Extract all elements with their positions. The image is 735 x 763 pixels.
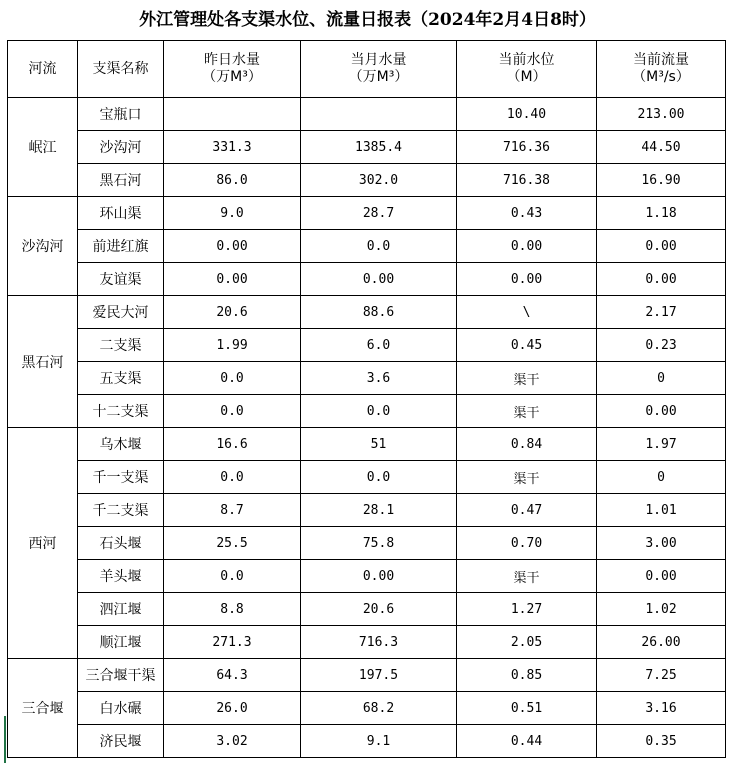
yesterday-cell: 0.0 — [164, 560, 301, 593]
level-cell: 0.43 — [457, 197, 597, 230]
level-cell: 0.70 — [457, 527, 597, 560]
header-level-line2: （M） — [506, 69, 547, 85]
level-cell: \ — [457, 296, 597, 329]
report-title: 外江管理处各支渠水位、流量日报表（2024年2月4日8时） — [139, 10, 596, 30]
report-table — [7, 40, 726, 758]
level-cell: 0.00 — [457, 263, 597, 296]
header-yesterday-volume — [164, 41, 301, 98]
month-cell — [301, 98, 457, 131]
flow-cell: 2.17 — [597, 296, 726, 329]
canal-name-cell: 爱民大河 — [78, 296, 164, 329]
canal-name-cell: 二支渠 — [78, 329, 164, 362]
month-cell: 9.1 — [301, 725, 457, 758]
level-cell: 0.45 — [457, 329, 597, 362]
flow-cell: 0 — [597, 362, 726, 395]
canal-name-cell: 友谊渠 — [78, 263, 164, 296]
flow-cell: 0.23 — [597, 329, 726, 362]
table-row — [8, 527, 726, 560]
header-row — [8, 41, 726, 98]
month-cell: 716.3 — [301, 626, 457, 659]
month-cell: 0.0 — [301, 395, 457, 428]
canal-name-cell: 千二支渠 — [78, 494, 164, 527]
yesterday-cell: 25.5 — [164, 527, 301, 560]
canal-name-cell: 沙沟河 — [78, 131, 164, 164]
yesterday-cell: 331.3 — [164, 131, 301, 164]
level-cell: 1.27 — [457, 593, 597, 626]
yesterday-cell: 86.0 — [164, 164, 301, 197]
header-level-line1: 当前水位 — [498, 52, 555, 68]
header-current-level — [457, 41, 597, 98]
yesterday-cell: 8.7 — [164, 494, 301, 527]
yesterday-cell: 8.8 — [164, 593, 301, 626]
level-cell: 0.00 — [457, 230, 597, 263]
yesterday-cell: 0.00 — [164, 263, 301, 296]
level-cell: 2.05 — [457, 626, 597, 659]
table-row — [8, 692, 726, 725]
canal-name-cell: 乌木堰 — [78, 428, 164, 461]
table-row — [8, 494, 726, 527]
table-row — [8, 131, 726, 164]
yesterday-cell: 3.02 — [164, 725, 301, 758]
yesterday-cell: 0.0 — [164, 461, 301, 494]
month-cell: 0.00 — [301, 263, 457, 296]
month-cell: 3.6 — [301, 362, 457, 395]
yesterday-cell: 0.00 — [164, 230, 301, 263]
flow-cell: 1.97 — [597, 428, 726, 461]
canal-name-cell: 前进红旗 — [78, 230, 164, 263]
table-row — [8, 98, 726, 131]
table-row — [8, 626, 726, 659]
yesterday-cell: 271.3 — [164, 626, 301, 659]
level-cell: 0.44 — [457, 725, 597, 758]
flow-cell: 44.50 — [597, 131, 726, 164]
level-cell: 0.84 — [457, 428, 597, 461]
table-row — [8, 428, 726, 461]
header-month-line2: （万M³） — [348, 69, 409, 85]
flow-cell: 1.01 — [597, 494, 726, 527]
row-selection-indicator — [4, 716, 6, 763]
river-cell: 三合堰 — [8, 659, 78, 758]
canal-name-cell: 顺江堰 — [78, 626, 164, 659]
yesterday-cell: 20.6 — [164, 296, 301, 329]
river-cell: 岷江 — [8, 98, 78, 197]
yesterday-cell: 64.3 — [164, 659, 301, 692]
level-cell: 716.38 — [457, 164, 597, 197]
flow-cell: 3.00 — [597, 527, 726, 560]
yesterday-cell: 1.99 — [164, 329, 301, 362]
canal-name-cell: 宝瓶口 — [78, 98, 164, 131]
level-cell: 0.47 — [457, 494, 597, 527]
month-cell: 68.2 — [301, 692, 457, 725]
table-row — [8, 164, 726, 197]
yesterday-cell — [164, 98, 301, 131]
flow-cell: 0.00 — [597, 263, 726, 296]
header-flow-line1: 当前流量 — [633, 52, 689, 68]
flow-cell: 213.00 — [597, 98, 726, 131]
month-cell: 28.7 — [301, 197, 457, 230]
yesterday-cell: 26.0 — [164, 692, 301, 725]
level-cell: 渠干 — [457, 362, 597, 395]
header-flow-line2: （M³/s） — [632, 69, 690, 85]
month-cell: 20.6 — [301, 593, 457, 626]
month-cell: 75.8 — [301, 527, 457, 560]
canal-name-cell: 石头堰 — [78, 527, 164, 560]
yesterday-cell: 16.6 — [164, 428, 301, 461]
yesterday-cell: 0.0 — [164, 395, 301, 428]
header-canal-name: 支渠名称 — [78, 41, 164, 98]
flow-cell: 7.25 — [597, 659, 726, 692]
level-cell: 渠干 — [457, 560, 597, 593]
table-row — [8, 461, 726, 494]
table-row — [8, 329, 726, 362]
canal-name-cell: 泗江堰 — [78, 593, 164, 626]
canal-name-cell: 羊头堰 — [78, 560, 164, 593]
header-river: 河流 — [8, 41, 78, 98]
level-cell: 渠干 — [457, 395, 597, 428]
month-cell: 51 — [301, 428, 457, 461]
table-row — [8, 197, 726, 230]
flow-cell: 0.00 — [597, 230, 726, 263]
level-cell: 716.36 — [457, 131, 597, 164]
level-cell: 0.51 — [457, 692, 597, 725]
table-row — [8, 230, 726, 263]
flow-cell: 1.18 — [597, 197, 726, 230]
month-cell: 1385.4 — [301, 131, 457, 164]
river-cell: 黑石河 — [8, 296, 78, 428]
river-cell: 沙沟河 — [8, 197, 78, 296]
header-yesterday-line2: （万M³） — [202, 69, 262, 85]
flow-cell: 0.00 — [597, 560, 726, 593]
month-cell: 302.0 — [301, 164, 457, 197]
yesterday-cell: 0.0 — [164, 362, 301, 395]
month-cell: 0.0 — [301, 461, 457, 494]
level-cell: 0.85 — [457, 659, 597, 692]
month-cell: 88.6 — [301, 296, 457, 329]
header-yesterday-line1: 昨日水量 — [204, 52, 260, 68]
table-row — [8, 395, 726, 428]
level-cell: 10.40 — [457, 98, 597, 131]
table-row — [8, 725, 726, 758]
flow-cell: 0.00 — [597, 395, 726, 428]
month-cell: 197.5 — [301, 659, 457, 692]
canal-name-cell: 三合堰干渠 — [78, 659, 164, 692]
canal-name-cell: 千一支渠 — [78, 461, 164, 494]
canal-name-cell: 济民堰 — [78, 725, 164, 758]
header-current-flow — [597, 41, 726, 98]
yesterday-cell: 9.0 — [164, 197, 301, 230]
month-cell: 6.0 — [301, 329, 457, 362]
month-cell: 0.0 — [301, 230, 457, 263]
flow-cell: 0 — [597, 461, 726, 494]
month-cell: 28.1 — [301, 494, 457, 527]
flow-cell: 3.16 — [597, 692, 726, 725]
header-month-line1: 当月水量 — [350, 52, 407, 68]
flow-cell: 0.35 — [597, 725, 726, 758]
flow-cell: 26.00 — [597, 626, 726, 659]
table-row — [8, 560, 726, 593]
table-row — [8, 263, 726, 296]
table-row — [8, 296, 726, 329]
canal-name-cell: 十二支渠 — [78, 395, 164, 428]
level-cell: 渠干 — [457, 461, 597, 494]
month-cell: 0.00 — [301, 560, 457, 593]
canal-name-cell: 黑石河 — [78, 164, 164, 197]
table-row — [8, 362, 726, 395]
canal-name-cell: 白水碾 — [78, 692, 164, 725]
table-row — [8, 593, 726, 626]
header-month-volume — [301, 41, 457, 98]
table-row — [8, 659, 726, 692]
river-cell: 西河 — [8, 428, 78, 659]
canal-name-cell: 五支渠 — [78, 362, 164, 395]
flow-cell: 1.02 — [597, 593, 726, 626]
flow-cell: 16.90 — [597, 164, 726, 197]
canal-name-cell: 环山渠 — [78, 197, 164, 230]
